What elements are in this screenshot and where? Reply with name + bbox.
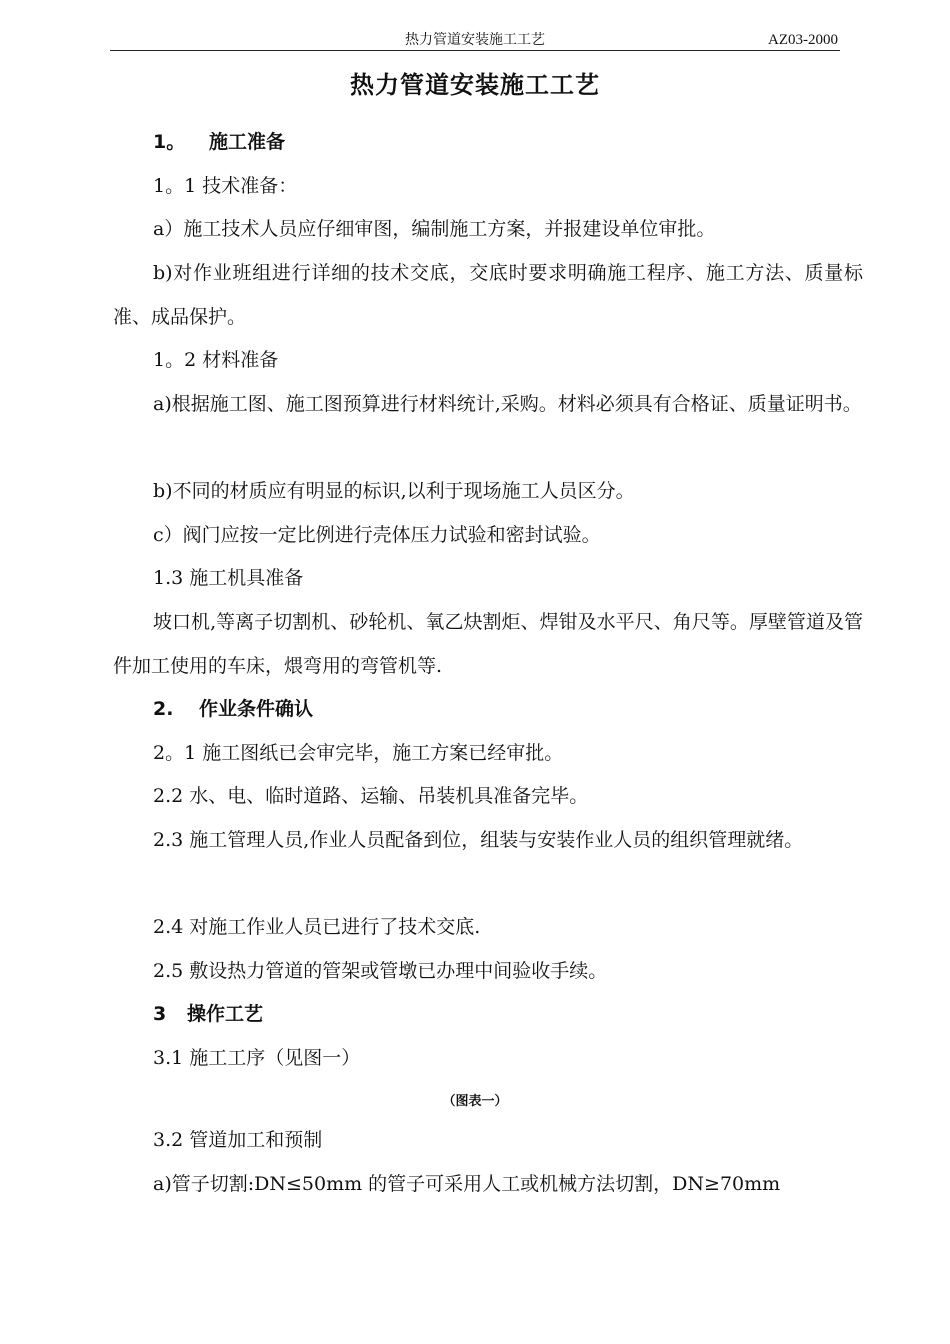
section-1-number: 1。: [153, 131, 186, 153]
para-1-1: 1。1 技术准备：: [153, 175, 298, 197]
para-2-5: 2.5 敷设热力管道的管架或管墩已办理中间验收手续。: [153, 960, 608, 982]
para-2-1: 2。1 施工图纸已会审完毕，施工方案已经审批。: [153, 742, 564, 764]
running-header: [110, 30, 840, 51]
figure-caption: （图表一）: [442, 1094, 508, 1109]
para-1-2: 1。2 材料准备: [153, 349, 279, 371]
para-1-2-a: a)根据施工图、施工图预算进行材料统计,采购。材料必须具有合格证、质量证明书。: [153, 393, 862, 415]
section-2-heading: [153, 687, 313, 731]
para-1-2-c: c）阀门应按一定比例进行壳体压力试验和密封试验。: [153, 524, 601, 546]
section-1-title: 施工准备: [209, 131, 286, 153]
para-1-3-body: 坡口机,等离子切割机、砂轮机、氧乙炔割炬、焊钳及水平尺、角尺等。厚壁管道及管件加工使用的车床，煨弯用的弯管机等.: [113, 611, 863, 677]
para-1-2-b: b)不同的材质应有明显的标识,以利于现场施工人员区分。: [153, 480, 635, 502]
para-3-2-a: a)管子切割:DN≤50mm 的管子可采用人工或机械方法切割，DN≥70mm: [153, 1173, 781, 1195]
document-title: 热力管道安装施工工艺: [350, 71, 600, 99]
para-2-3: 2.3 施工管理人员,作业人员配备到位，组装与安装作业人员的组织管理就绪。: [153, 829, 804, 851]
para-3-2: 3.2 管道加工和预制: [153, 1129, 323, 1151]
para-3-1: 3.1 施工工序（见图一）: [153, 1047, 361, 1069]
para-2-2: 2.2 水、电、临时道路、运输、吊装机具准备完毕。: [153, 785, 589, 807]
para-2-4: 2.4 对施工作业人员已进行了技术交底.: [153, 916, 481, 938]
running-header-title: 热力管道安装施工工艺: [405, 32, 545, 48]
section-2-title: 作业条件确认: [199, 698, 314, 720]
running-header-code: AZ03-2000: [768, 32, 838, 48]
section-1-heading: [153, 120, 285, 164]
para-1-1-b: b)对作业班组进行详细的技术交底，交底时要求明确施工程序、施工方法、质量标准、成品保护。: [113, 262, 863, 328]
section-3-title: 操作工艺: [187, 1003, 264, 1025]
section-2-number: 2.: [153, 698, 174, 720]
para-1-1-a: a）施工技术人员应仔细审图，编制施工方案，并报建设单位审批。: [153, 218, 716, 240]
para-1-3: 1.3 施工机具准备: [153, 567, 304, 589]
section-3-heading: [153, 992, 263, 1036]
section-3-number: 3: [153, 1003, 167, 1025]
